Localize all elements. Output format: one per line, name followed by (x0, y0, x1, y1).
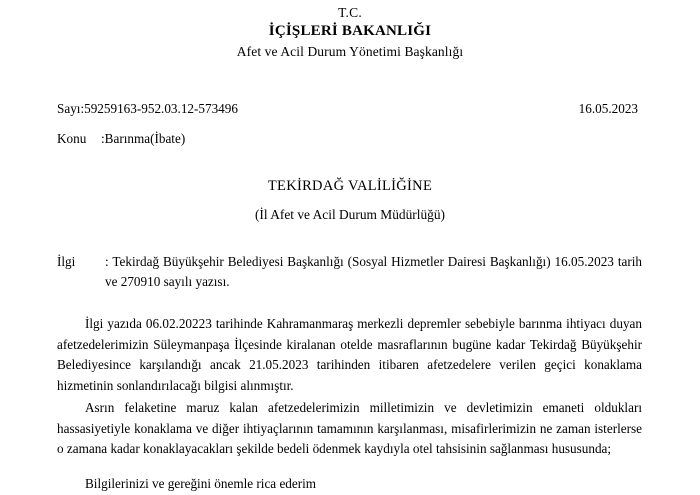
reference-text: : Tekirdağ Büyükşehir Belediyesi Başkanlığı (Sosyal Hizmetler Dairesi Başkanlığı) 16.05.2023 tarih ve 270910 sayılı yazısı. (105, 254, 642, 289)
document-date: 16.05.2023 (578, 101, 638, 116)
header-presidency-name: Afet ve Acil Durum Yönetimi Başkanlığı (236, 44, 464, 59)
body-paragraph-2: Asrın felaketine maruz kalan afetzedelerimizin milletimizin ve devletimizin emaneti oldukları hassasiyetiyle konaklama ve diğer ihtiyaçlarının tamamının karşılanması, misafirlerimizin ne zaman isterlerse o zamana kadar konaklayacakları şekilde bedeli ödenmek kaydıyla otel tahsisinin sağlanması hususunda; (57, 400, 642, 456)
document-number: Sayı:59259163-952.03.12-573496 (57, 101, 238, 116)
subject-label: Konu (57, 131, 87, 146)
body-paragraph-1: İlgi yazıda 06.02.20223 tarihinde Kahramanmaraş merkezli depremler sebebiyle barınma ihtiyacı duyan afetzedelerimizin Süleymanpaşa İlçesinde kiralanan otelde masraflarının bugüne kadar Tekirdağ Büyükşehir Belediyesince karşılandığı ancak 21.05.2023 tarihinden itibaren afetzedelere verilen geçici konaklama hizmetinin sonlandırılacağı bilgisi alınmıştır. (57, 316, 642, 393)
reference-label: İlgi (57, 254, 76, 269)
document-body (0, 314, 700, 494)
subject-value: :Barınma(İbate) (101, 131, 186, 146)
reference-row (0, 252, 700, 292)
document-header (0, 4, 700, 62)
document-meta-row (0, 100, 700, 118)
document-page (0, 4, 700, 495)
document-subject-row (0, 130, 700, 148)
addressee-subtitle: (İl Afet ve Acil Durum Müdürlüğü) (254, 207, 446, 222)
header-republic-label: T.C. (338, 5, 362, 20)
body-paragraph-3: Bilgilerinizi ve gereğini önemle rica ederim (85, 475, 317, 491)
header-ministry-name: İÇİŞLERİ BAKANLIĞI (268, 23, 432, 39)
addressee-title: TEKİRDAĞ VALİLİĞİNE (267, 178, 433, 194)
